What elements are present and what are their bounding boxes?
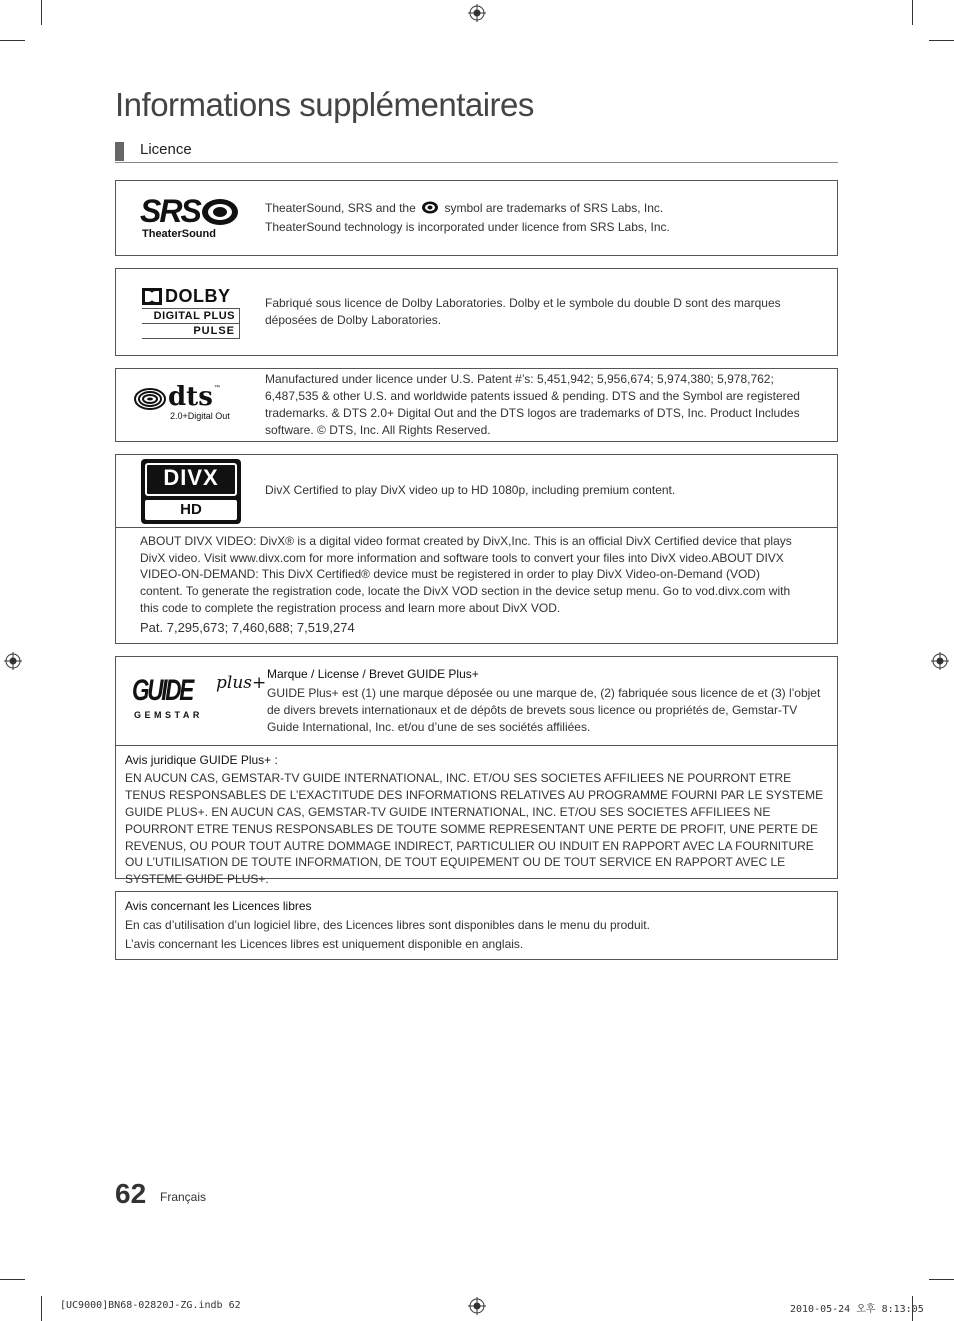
guide-plus-logo [132,673,267,725]
registration-mark-icon [468,4,486,22]
guide-plus-licence-box [115,656,838,887]
srs-logo-text: SRS [140,193,200,229]
dolby-double-d-icon [142,288,162,305]
section-bar [115,142,124,161]
dolby-licence-box [115,268,838,356]
srs-line2: TheaterSound technology is incorporated under licence from SRS Labs, Inc. [265,220,670,234]
srs-licence-box [115,180,838,256]
open-source-heading: Avis concernant les Licences libres [125,899,312,913]
crop-mark [0,40,25,41]
guide-logo-text: GUIDE [132,674,193,707]
footer-date: 2010-05-24 오후 8:13:05 [790,1304,924,1315]
divx-logo [141,459,241,524]
crop-mark [0,1279,25,1280]
srs-logo-sub: TheaterSound [142,228,216,240]
open-source-line2: L’avis concernant les Licences libres est uniquement disponible en anglais. [125,937,524,951]
divx-about-text: ABOUT DIVX VIDEO: DivX® is a digital video format created by DivX,Inc. This is an official DivX Certified device that plays DivX video. Visit www.divx.com for more information and software tools to convert your files into DivX video.ABOUT DIVX VIDEO-ON-DEMAND: This DivX Certified® device must be registered in order to play DivX Video-on-Demand (VOD) content. To generate the registration code, locate the DivX VOD section in the device setup menu. Go to vod.divx.com with this code to complete the registration process and learn more about DivX VOD. [140,534,792,615]
dolby-logo [142,287,242,339]
guide-heading: Marque / License / Brevet GUIDE Plus+ [267,667,479,681]
section-header [115,140,838,163]
srs-line1-a: TheaterSound, SRS and the [265,201,416,215]
crop-mark [41,1296,42,1321]
divx-patents: Pat. 7,295,673; 7,460,688; 7,519,274 [140,620,355,635]
crop-mark [41,0,42,25]
dts-logo-text: dts [168,382,213,412]
srs-logo [140,195,240,241]
guide-logo-plus: plus+ [216,673,267,693]
divx-certified-text: DivX Certified to play DivX video up to HD 1080p, including premium content. [265,483,676,497]
open-source-licence-box [115,891,838,960]
page-title: Informations supplémentaires [115,86,534,123]
page-number: 62 [115,1178,147,1209]
open-source-text [125,898,825,953]
srs-text [265,200,825,236]
srs-circle-icon [200,197,240,227]
dolby-logo-line3: PULSE [142,324,240,339]
guide-legal-text: EN AUCUN CAS, GEMSTAR-TV GUIDE INTERNATIONAL, INC. ET/OU SES SOCIETES AFFILIEES NE POURRONT ETRE TENUS RESPONSABLES DE L’EXACTITUDE DES INFORMATIONS RELATIVES AU PROGRAMME FOURNI PAR LE SYSTEME GUIDE PLUS+. EN AUCUN CAS, GEMSTAR-TV GUIDE INTERNATIONAL, INC. ET/OU SES SOCIETES AFFILIEES NE POURRONT ETRE TENUS RESPONSABLES DE TOUTE SOMME REPRESENTANT UNE PERTE DE PROFIT, UNE PERTE DE REVENUS, OU POUR TOUT AUTRE DOMMAGE INDIRECT, PARTICULIER OU INDUIT EN RAPPORT AVEC LA FOURNITURE OU L’UTILISATION DE TOUTE INFORMATION, DE TOUT EQUIPEMENT OU DE TOUT SERVICE EN RAPPORT AVEC LE SYSTEME GUIDE PLUS+. [125,770,824,887]
registration-mark-icon [931,652,949,670]
page-language: Français [160,1190,207,1204]
section-title: Licence [140,141,192,158]
divx-logo-text: DIVX [163,465,219,490]
crop-mark [912,0,913,25]
guide-legal-heading: Avis juridique GUIDE Plus+ : [125,753,278,767]
guide-text: GUIDE Plus+ est (1) une marque déposée ou une marque de, (2) fabriquée sous licence de et (3) l’objet de divers brevets internationaux et de dépôts de brevets sous licence ou propriétés de, Gemstar-TV Guide International, Inc. et/ou d’une de ses sociétés affiliées. [267,686,821,734]
footer-file: [UC9000]BN68-02820J-ZG.indb 62 [60,1300,241,1311]
dolby-logo-text: DOLBY [165,286,231,306]
crop-mark [929,40,954,41]
open-source-line1: En cas d’utilisation d’un logiciel libre, des Licences libres sont disponibles dans le menu du produit. [125,918,650,932]
srs-symbol-icon [421,201,439,214]
guide-legal [125,752,825,888]
dts-logo-sub: 2.0+Digital Out [170,411,230,421]
divider [116,745,837,746]
dts-licence-box [115,368,838,442]
guide-plus-text [267,666,827,736]
divider [116,527,837,528]
crop-mark [929,1279,954,1280]
registration-mark-icon [4,652,22,670]
dts-disc-icon [134,387,166,411]
dts-logo [134,382,244,425]
divx-logo-sub: HD [180,501,202,518]
divx-licence-box [115,454,838,644]
dolby-logo-line2: DIGITAL PLUS [142,308,240,324]
guide-logo-sub: GEMSTAR [134,710,203,720]
dolby-text: Fabriqué sous licence de Dolby Laboratories. Dolby et le symbole du double D sont des marques déposées de Dolby Laboratories. [265,296,781,327]
srs-line1-b: symbol are trademarks of SRS Labs, Inc. [444,201,664,215]
dts-logo-tm: ™ [214,385,220,391]
dts-text: Manufactured under licence under U.S. Patent #’s: 5,451,942; 5,956,674; 5,974,380; 5,978,762; 6,487,535 & other U.S. and worldwide patents issued & pending. DTS and the Symbol are registered trademarks. & DTS 2.0+ Digital Out and the DTS logos are trademarks of DTS, Inc. Product Includes software. © DTS, Inc. All Rights Reserved. [265,372,800,437]
registration-mark-icon [468,1297,486,1315]
